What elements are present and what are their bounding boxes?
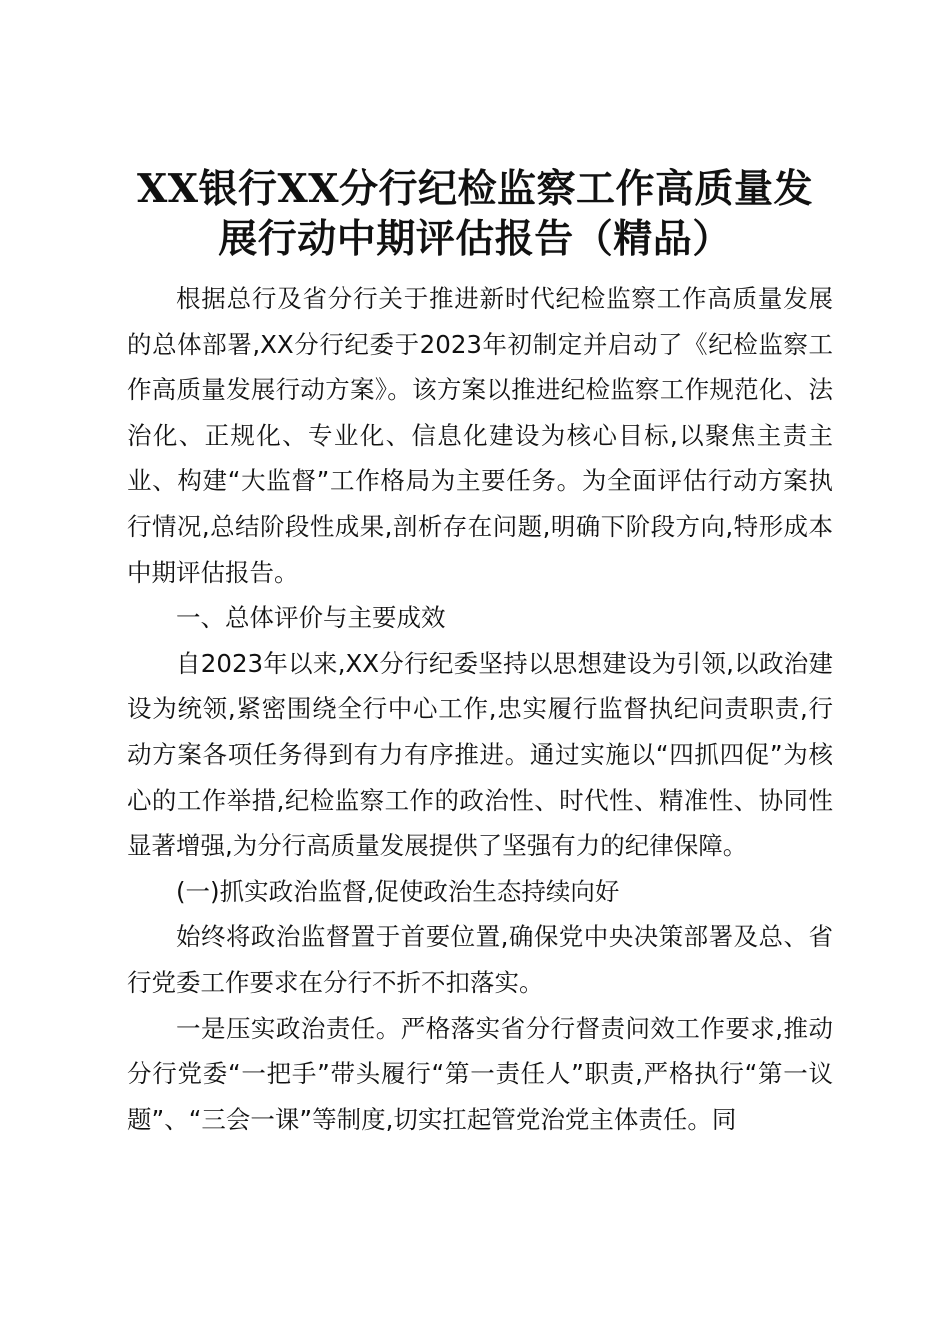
paragraph-overall-evaluation: 自2023年以来,XX分行纪委坚持以思想建设为引领,以政治建设为统领,紧密围绕全行中心工作,忠实履行监督执纪问责职责,行动方案各项任务得到有力有序推进。通过实施以“四抓四促”为核心的工作举措,纪检监察工作的政治性、时代性、精准性、协同性显著增强,为分行高质量发展提供了坚强有力的纪律保障。 [127, 648, 833, 861]
document-title [100, 164, 850, 264]
section-heading-overall: 一、总体评价与主要成效 [176, 603, 446, 633]
paragraph-political-supervision: 始终将政治监督置于首要位置,确保党中央决策部署及总、省行党委工作要求在分行不折不扣落实。 [127, 922, 833, 997]
title-line-1: XX银行XX分行纪检监察工作高质量发 [136, 166, 814, 212]
paragraph-intro: 根据总行及省分行关于推进新时代纪检监察工作高质量发展的总体部署,XX分行纪委于2023年初制定并启动了《纪检监察工作高质量发展行动方案》。该方案以推进纪检监察工作规范化、法治化、正规化、专业化、信息化建设为核心目标,以聚焦主责主业、构建“大监督”工作格局为主要任务。为全面评估行动方案执行情况,总结阶段性成果,剖析存在问题,明确下阶段方向,特形成本中期评估报告。 [127, 284, 833, 587]
paragraph-political-responsibility: 一是压实政治责任。严格落实省分行督责问效工作要求,推动分行党委“一把手”带头履行“第一责任人”职责,严格执行“第一议题”、“三会一课”等制度,切实扛起管党治党主体责任。同 [127, 1013, 833, 1134]
document-body [127, 276, 833, 1142]
title-line-2: 展行动中期评估报告（精品） [218, 216, 732, 262]
subsection-heading-political-supervision: (一)抓实政治监督,促使政治生态持续向好 [176, 876, 620, 906]
